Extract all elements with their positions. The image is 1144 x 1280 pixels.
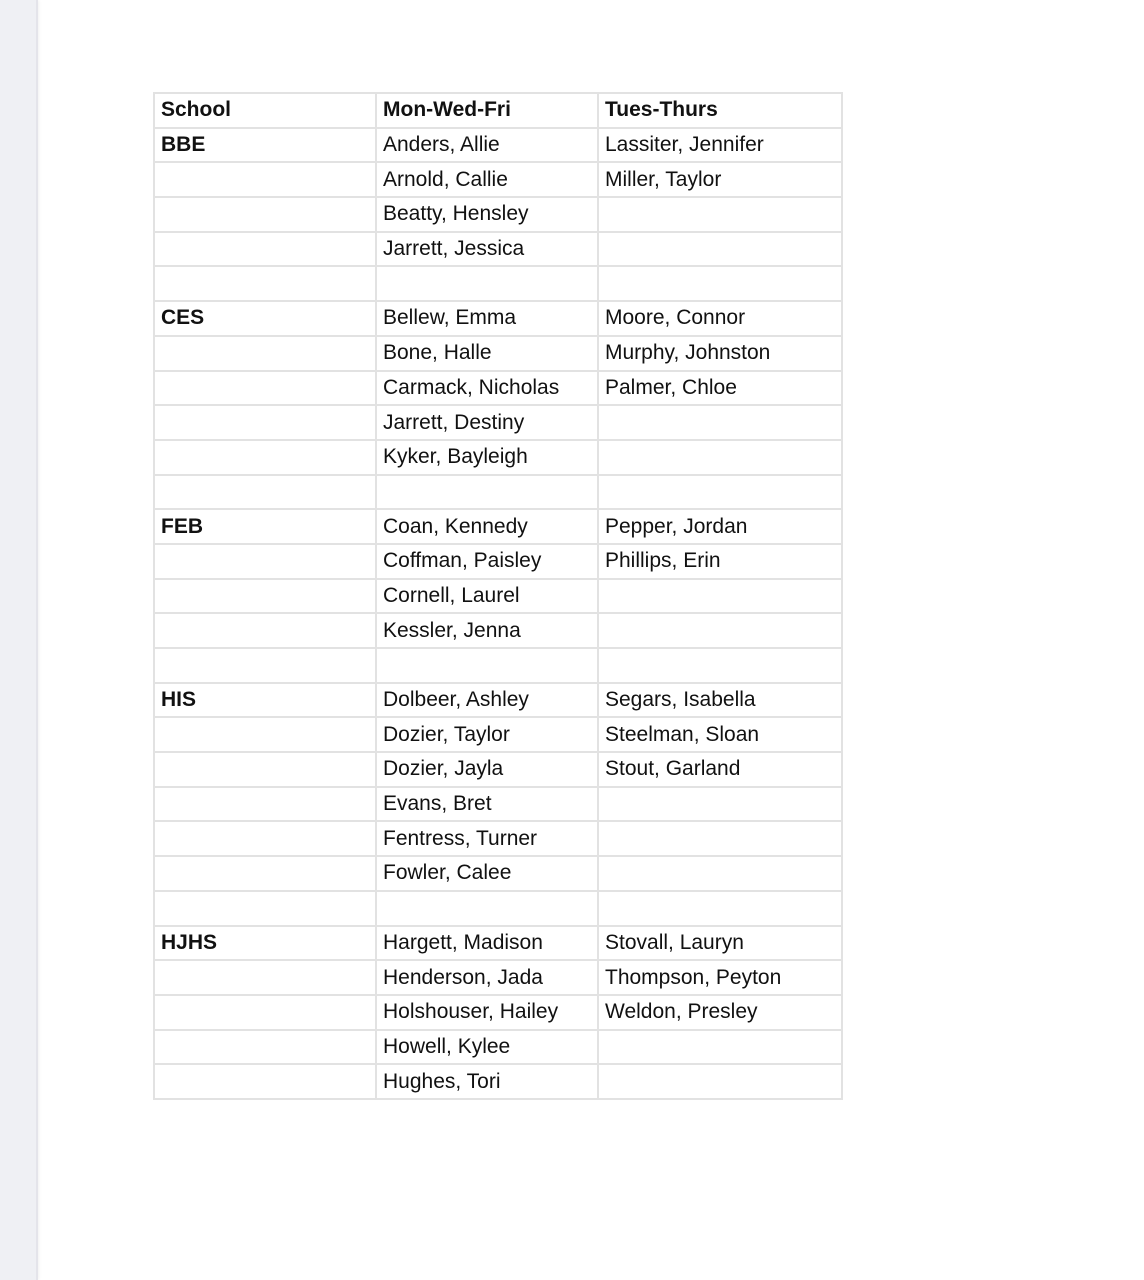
table-row <box>154 197 842 232</box>
tues-thurs-cell <box>598 440 842 475</box>
empty-cell <box>376 475 598 510</box>
table-row <box>154 995 842 1030</box>
school-cell: CES <box>154 301 376 336</box>
school-cell <box>154 856 376 891</box>
school-cell <box>154 613 376 648</box>
mon-wed-fri-cell: Beatty, Hensley <box>376 197 598 232</box>
table-row <box>154 232 842 267</box>
mon-wed-fri-cell: Cornell, Laurel <box>376 579 598 614</box>
empty-cell <box>154 648 376 683</box>
mon-wed-fri-cell: Dozier, Jayla <box>376 752 598 787</box>
mon-wed-fri-cell: Anders, Allie <box>376 128 598 163</box>
school-cell <box>154 1030 376 1065</box>
mon-wed-fri-cell: Dolbeer, Ashley <box>376 683 598 718</box>
school-cell <box>154 440 376 475</box>
mon-wed-fri-cell: Coan, Kennedy <box>376 509 598 544</box>
school-cell <box>154 821 376 856</box>
table-row <box>154 960 842 995</box>
tues-thurs-cell: Weldon, Presley <box>598 995 842 1030</box>
tues-thurs-cell: Pepper, Jordan <box>598 509 842 544</box>
table-row <box>154 926 842 961</box>
tues-thurs-cell: Miller, Taylor <box>598 162 842 197</box>
school-cell <box>154 752 376 787</box>
tues-thurs-cell: Phillips, Erin <box>598 544 842 579</box>
mon-wed-fri-cell: Bellew, Emma <box>376 301 598 336</box>
tues-thurs-cell <box>598 821 842 856</box>
empty-cell <box>598 648 842 683</box>
mon-wed-fri-cell: Carmack, Nicholas <box>376 371 598 406</box>
mon-wed-fri-cell: Evans, Bret <box>376 787 598 822</box>
school-cell <box>154 544 376 579</box>
school-cell: FEB <box>154 509 376 544</box>
tues-thurs-cell <box>598 613 842 648</box>
tues-thurs-cell <box>598 1030 842 1065</box>
tues-thurs-cell: Steelman, Sloan <box>598 717 842 752</box>
viewer-side-panel <box>0 0 38 1280</box>
mon-wed-fri-cell: Jarrett, Jessica <box>376 232 598 267</box>
tues-thurs-cell <box>598 405 842 440</box>
tues-thurs-cell <box>598 856 842 891</box>
table-row <box>154 162 842 197</box>
empty-cell <box>154 475 376 510</box>
table-row <box>154 371 842 406</box>
blank-row <box>154 475 842 510</box>
table-row <box>154 752 842 787</box>
tues-thurs-cell <box>598 787 842 822</box>
blank-row <box>154 891 842 926</box>
mon-wed-fri-cell: Bone, Halle <box>376 336 598 371</box>
empty-cell <box>154 891 376 926</box>
mon-wed-fri-cell: Fowler, Calee <box>376 856 598 891</box>
mon-wed-fri-cell: Arnold, Callie <box>376 162 598 197</box>
table-row <box>154 1064 842 1099</box>
school-cell <box>154 995 376 1030</box>
school-cell <box>154 579 376 614</box>
school-cell <box>154 336 376 371</box>
mon-wed-fri-cell: Kessler, Jenna <box>376 613 598 648</box>
mon-wed-fri-cell: Dozier, Taylor <box>376 717 598 752</box>
table-row <box>154 1030 842 1065</box>
table-row <box>154 405 842 440</box>
table-row <box>154 683 842 718</box>
table-row <box>154 440 842 475</box>
school-cell <box>154 405 376 440</box>
schedule-body <box>154 128 842 1099</box>
mon-wed-fri-cell: Jarrett, Destiny <box>376 405 598 440</box>
table-row <box>154 509 842 544</box>
mon-wed-fri-cell: Holshouser, Hailey <box>376 995 598 1030</box>
header-tues-thurs: Tues-Thurs <box>598 93 842 128</box>
tues-thurs-cell <box>598 1064 842 1099</box>
blank-row <box>154 266 842 301</box>
mon-wed-fri-cell: Hargett, Madison <box>376 926 598 961</box>
empty-cell <box>598 475 842 510</box>
tues-thurs-cell: Palmer, Chloe <box>598 371 842 406</box>
blank-row <box>154 648 842 683</box>
header-mon-wed-fri: Mon-Wed-Fri <box>376 93 598 128</box>
tues-thurs-cell: Thompson, Peyton <box>598 960 842 995</box>
table-row <box>154 613 842 648</box>
table-row <box>154 544 842 579</box>
mon-wed-fri-cell: Hughes, Tori <box>376 1064 598 1099</box>
header-school: School <box>154 93 376 128</box>
tues-thurs-cell <box>598 232 842 267</box>
school-cell <box>154 371 376 406</box>
tues-thurs-cell: Murphy, Johnston <box>598 336 842 371</box>
empty-cell <box>376 891 598 926</box>
school-cell <box>154 787 376 822</box>
schedule-table <box>153 92 843 1100</box>
school-cell <box>154 717 376 752</box>
table-row <box>154 336 842 371</box>
school-cell <box>154 960 376 995</box>
school-cell <box>154 232 376 267</box>
mon-wed-fri-cell: Howell, Kylee <box>376 1030 598 1065</box>
table-row <box>154 301 842 336</box>
table-row <box>154 717 842 752</box>
mon-wed-fri-cell: Coffman, Paisley <box>376 544 598 579</box>
empty-cell <box>154 266 376 301</box>
mon-wed-fri-cell: Fentress, Turner <box>376 821 598 856</box>
school-cell <box>154 162 376 197</box>
header-row <box>154 93 842 128</box>
tues-thurs-cell: Stovall, Lauryn <box>598 926 842 961</box>
mon-wed-fri-cell: Kyker, Bayleigh <box>376 440 598 475</box>
tues-thurs-cell: Segars, Isabella <box>598 683 842 718</box>
empty-cell <box>376 266 598 301</box>
mon-wed-fri-cell: Henderson, Jada <box>376 960 598 995</box>
tues-thurs-cell <box>598 197 842 232</box>
tues-thurs-cell: Moore, Connor <box>598 301 842 336</box>
empty-cell <box>598 266 842 301</box>
table-row <box>154 128 842 163</box>
school-cell <box>154 197 376 232</box>
table-row <box>154 579 842 614</box>
tues-thurs-cell: Stout, Garland <box>598 752 842 787</box>
tues-thurs-cell <box>598 579 842 614</box>
school-cell: HIS <box>154 683 376 718</box>
school-cell: HJHS <box>154 926 376 961</box>
table-row <box>154 787 842 822</box>
table-row <box>154 821 842 856</box>
empty-cell <box>376 648 598 683</box>
table-row <box>154 856 842 891</box>
school-cell <box>154 1064 376 1099</box>
tues-thurs-cell: Lassiter, Jennifer <box>598 128 842 163</box>
school-cell: BBE <box>154 128 376 163</box>
empty-cell <box>598 891 842 926</box>
